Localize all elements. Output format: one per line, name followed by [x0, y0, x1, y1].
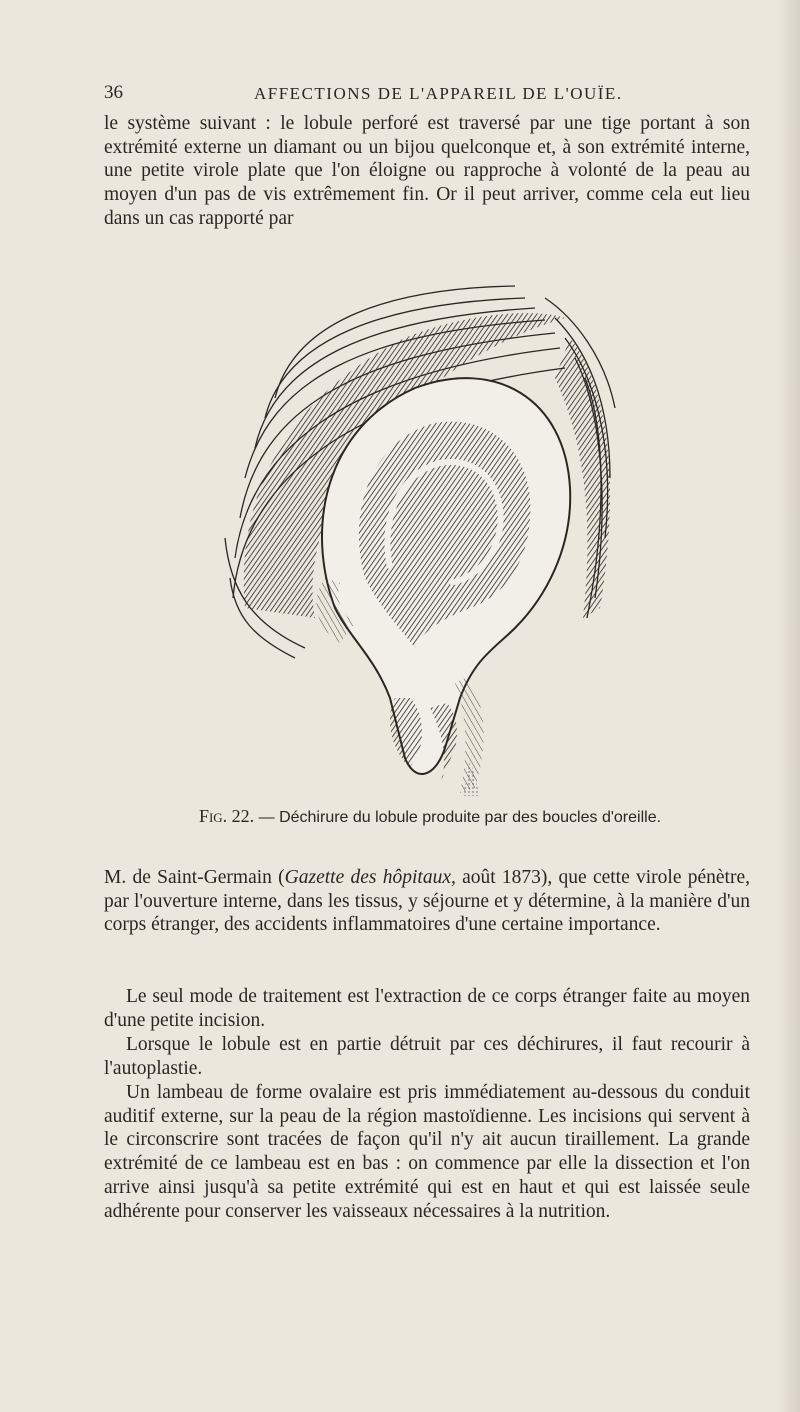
- paragraph-continuation: le système suivant : le lobule perforé est traversé par une tige portant à son extrémité externe un diamant ou un bijou quelconque et, à son extrémité interne, une petite virole plate que l'on éloigne ou rapproche à volonté de la peau au moyen d'un pas de vis extrêmement fin. Or il peut arriver, comme cela eut lieu dans un cas rapporté par: [104, 113, 750, 229]
- figure-label: Fig. 22.: [198, 806, 255, 826]
- paragraph-flap-procedure: Un lambeau de forme ovalaire est pris immédiatement au-dessous du conduit auditif externe, sur la peau de la région mastoïdienne. Les incisions qui servent à le circonscrire sont tracées de façon qu'il n'y ait aucun tiraillement. La grande extrémité de ce lambeau est en bas : on commence par elle la dissection et l'on arrive ainsi jusqu'à sa petite extrémité qui est en haut et qui est laissée seule adhérente pour conserver les vaisseaux nécessaires à la nutrition.: [104, 1082, 750, 1222]
- running-header: [104, 82, 744, 108]
- paragraph-2-before: M. de Saint-Germain (: [104, 867, 285, 888]
- paragraph-treatment: Le seul mode de traitement est l'extraction de ce corps étranger faite au moyen d'une petite incision.: [104, 986, 750, 1031]
- running-title: AFFECTIONS DE L'APPAREIL DE L'OUÏE.: [254, 84, 623, 103]
- citation-gazette: Gazette des hôpitaux,: [284, 867, 456, 888]
- paragraph-autoplasty: Lorsque le lobule est en partie détruit par ces déchirures, il faut recourir à l'autoplastie.: [104, 1034, 750, 1079]
- page-number: 36: [104, 82, 123, 103]
- paragraph-2-after: août 1873), que cette virole pénètre, par l'ouverture interne, dans les tissus, y séjourne et y détermine, à la manière d'un corps étranger, des accidents inflammatoires d'une certaine importance.: [104, 867, 750, 936]
- figure-caption: [130, 806, 730, 827]
- ear-lobe-illustration: [215, 278, 655, 798]
- page-edge-shadow: [778, 0, 800, 1412]
- paragraph-saint-germain: [104, 866, 750, 937]
- figure-caption-text: — Déchirure du lobule produite par des boucles d'oreille.: [254, 809, 662, 826]
